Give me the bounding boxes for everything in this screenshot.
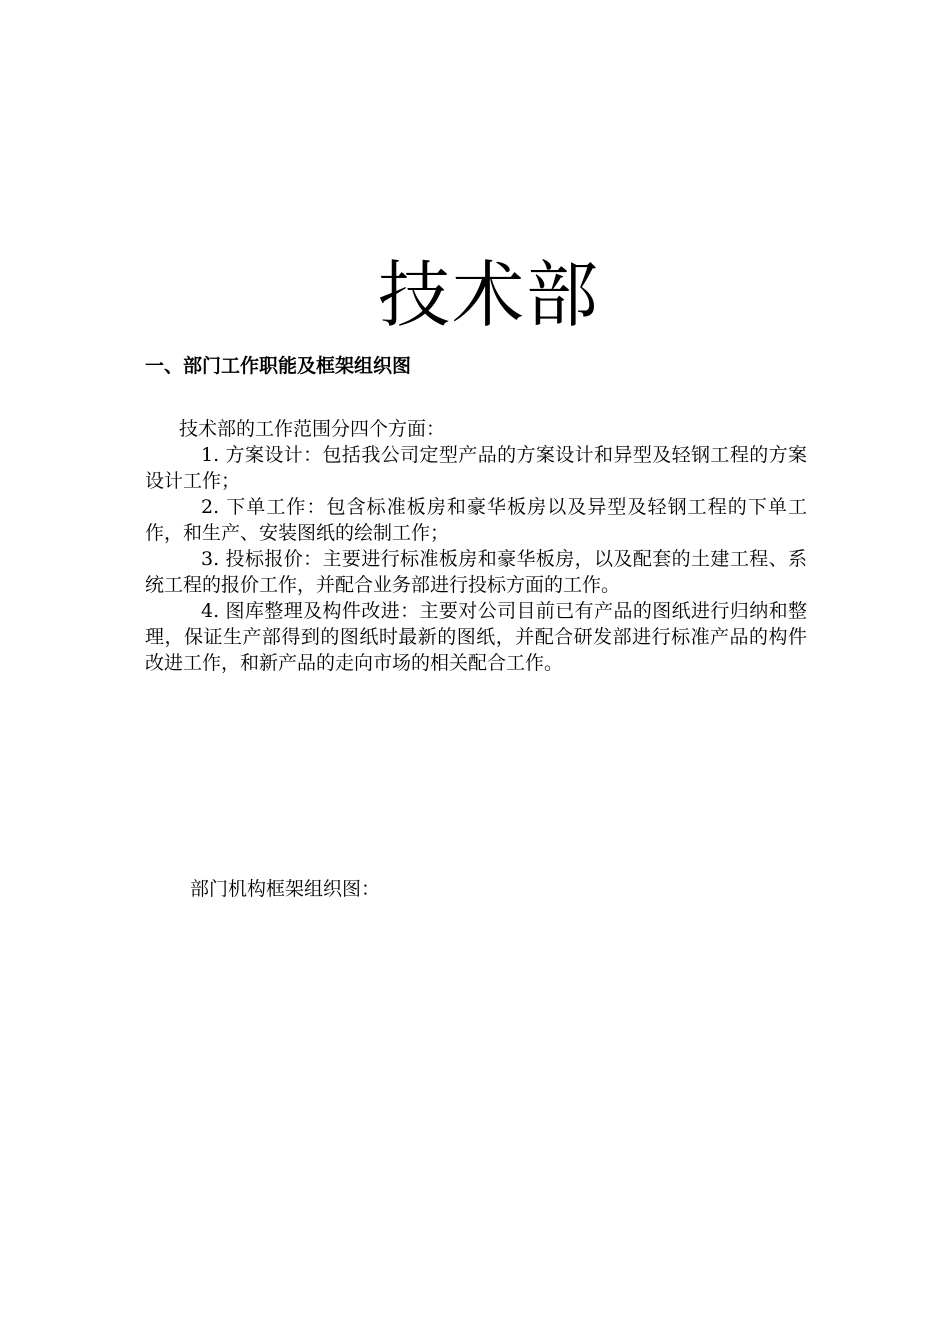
section-heading: 一、部门工作职能及框架组织图 [145,355,412,377]
section-body [145,416,807,676]
duty-item-3: 3. 投标报价：主要进行标准板房和豪华板房，以及配套的土建工程、系统工程的报价工作，并配合业务部进行投标方面的工作。 [145,548,807,596]
document-title: 技术部 [377,253,600,337]
duty-item-2: 2. 下单工作：包含标准板房和豪华板房以及异型及轻钢工程的下单工作，和生产、安装图纸的绘制工作； [145,496,807,544]
intro-paragraph: 技术部的工作范围分四个方面： [179,418,446,440]
org-chart-caption: 部门机构框架组织图： [190,878,381,900]
duty-item-4: 4. 图库整理及构件改进：主要对公司目前已有产品的图纸进行归纳和整理，保证生产部得到的图纸时最新的图纸，并配合研发部进行标准产品的构件改进工作，和新产品的走向市场的相关配合工作。 [145,600,807,674]
duty-item-1: 1. 方案设计：包括我公司定型产品的方案设计和异型及轻钢工程的方案设计工作； [145,444,807,492]
